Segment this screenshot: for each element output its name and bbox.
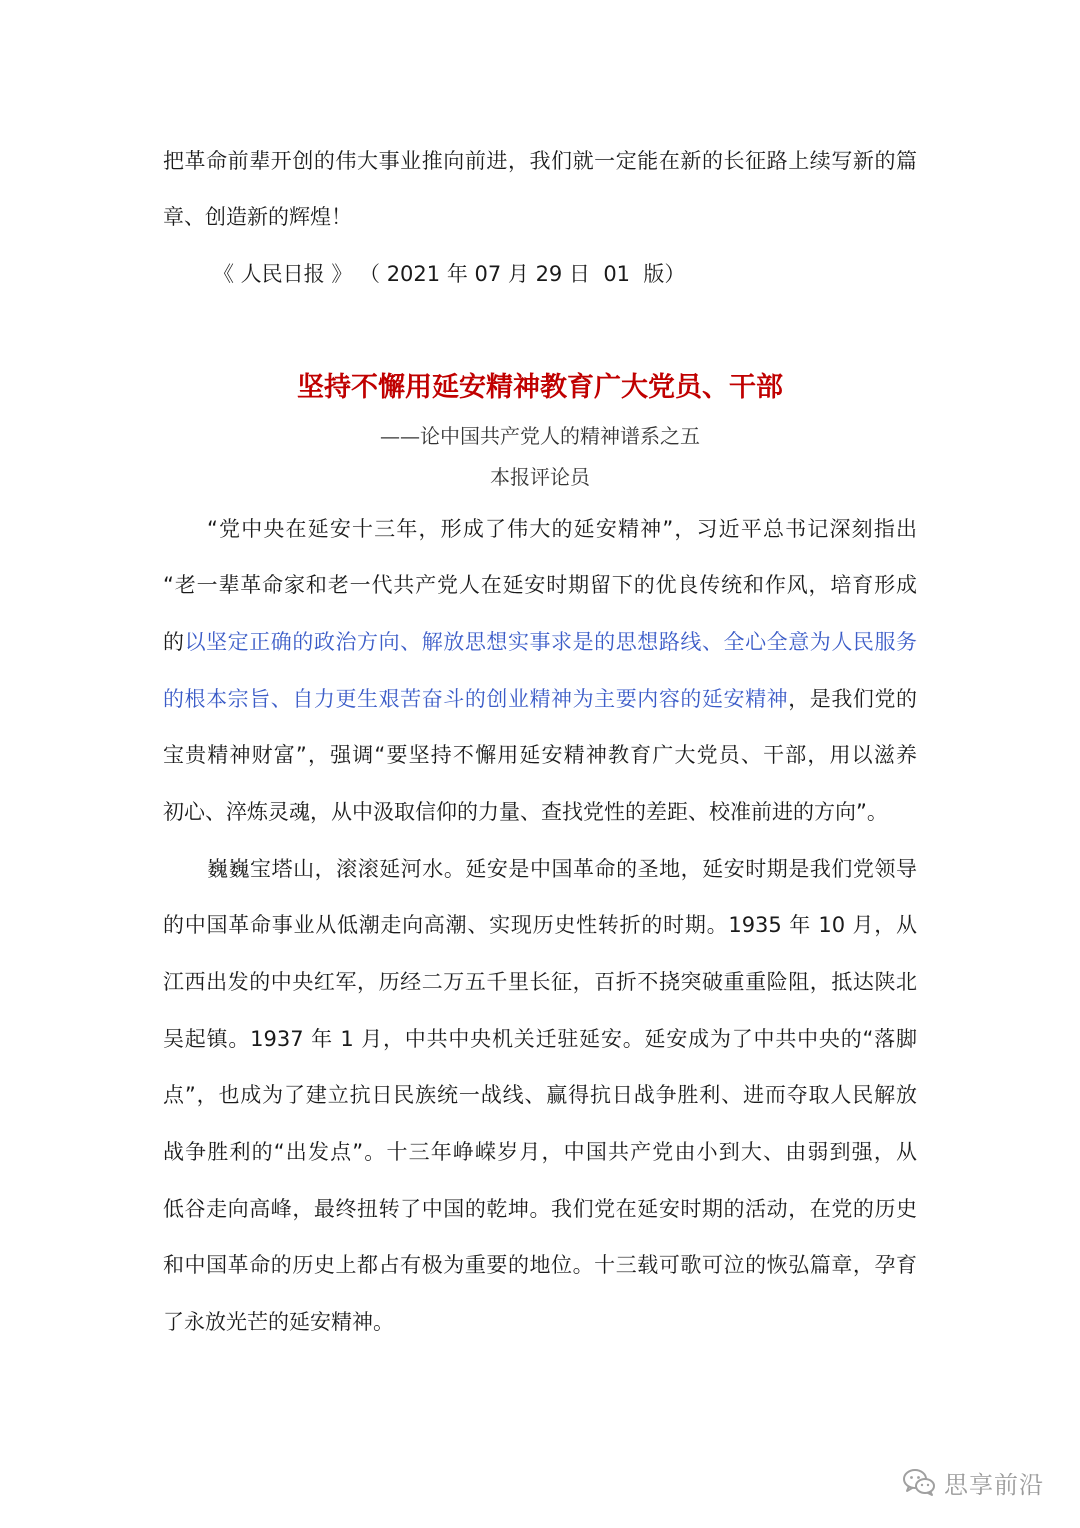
intro-line-2: 章、创造新的辉煌！ [163,205,352,229]
p1-line-1: “党中央在延安十三年，形成了伟大的延安精神”，习近平总书记深刻指出 [207,517,917,541]
p1-highlight-1: 以坚定正确的政治方向、解放思想实事求是的思想路线、全心全意为人民服务 [184,630,917,654]
p1-line-2: “老一辈革命家和老一代共产党人在延安时期留下的优良传统和作风，培育形成 [163,573,917,597]
p2-line-7: 低谷走向高峰，最终扭转了中国的乾坤。我们党在延安时期的活动，在党的历史 [163,1197,917,1221]
p1-highlight-2: 的根本宗旨、自力更生艰苦奋斗的创业精神为主要内容的延安精神 [163,687,789,711]
p2-line-8: 和中国革命的历史上都占有极为重要的地位。十三载可歌可泣的恢弘篇章，孕育 [163,1253,917,1277]
article-subtitle: ——论中国共产党人的精神谱系之五 [380,424,700,448]
p2-line-2: 的中国革命事业从低潮走向高潮、实现历史性转折的时期。1935 年 10 月，从 [163,913,917,937]
p2-line-5: 点”，也成为了建立抗日民族统一战线、赢得抗日战争胜利、进而夺取人民解放 [163,1083,917,1107]
p1-line-5: 宝贵精神财富”，强调“要坚持不懈用延安精神教育广大党员、干部，用以滋养 [163,743,917,767]
p2-line-9: 了永放光芒的延安精神。 [163,1310,394,1334]
p1-line-4 [163,684,917,714]
source-citation: 《 人民日报 》 （ 2021 年 07 月 29 日 01 版） [213,262,686,286]
p1-line-3-prefix: 的 [163,630,185,654]
intro-line-1: 把革命前辈开创的伟大事业推向前进，我们就一定能在新的长征路上续写新的篇 [163,149,917,173]
p2-line-3: 江西出发的中央红军，历经二万五千里长征，百折不挠突破重重险阻，抵达陕北 [163,970,917,994]
p2-line-6: 战争胜利的“出发点”。十三年峥嵘岁月，中国共产党由小到大、由弱到强，从 [163,1140,917,1164]
watermark [902,1462,1044,1502]
p2-line-4: 吴起镇。1937 年 1 月，中共中央机关迁驻延安。延安成为了中共中央的“落脚 [163,1027,917,1051]
wechat-icon [902,1467,936,1497]
article-byline: 本报评论员 [490,465,590,489]
p1-line-6: 初心、淬炼灵魂，从中汲取信仰的力量、查找党性的差距、校准前进的方向”。 [163,800,888,824]
p1-line-4-suffix: ，是我们党的 [788,687,917,711]
article-title: 坚持不懈用延安精神教育广大党员、干部 [297,372,783,403]
p2-line-1: 巍巍宝塔山，滚滚延河水。延安是中国革命的圣地，延安时期是我们党领导 [207,857,917,881]
p1-line-3 [163,627,917,657]
watermark-text: 思享前沿 [944,1470,1044,1499]
